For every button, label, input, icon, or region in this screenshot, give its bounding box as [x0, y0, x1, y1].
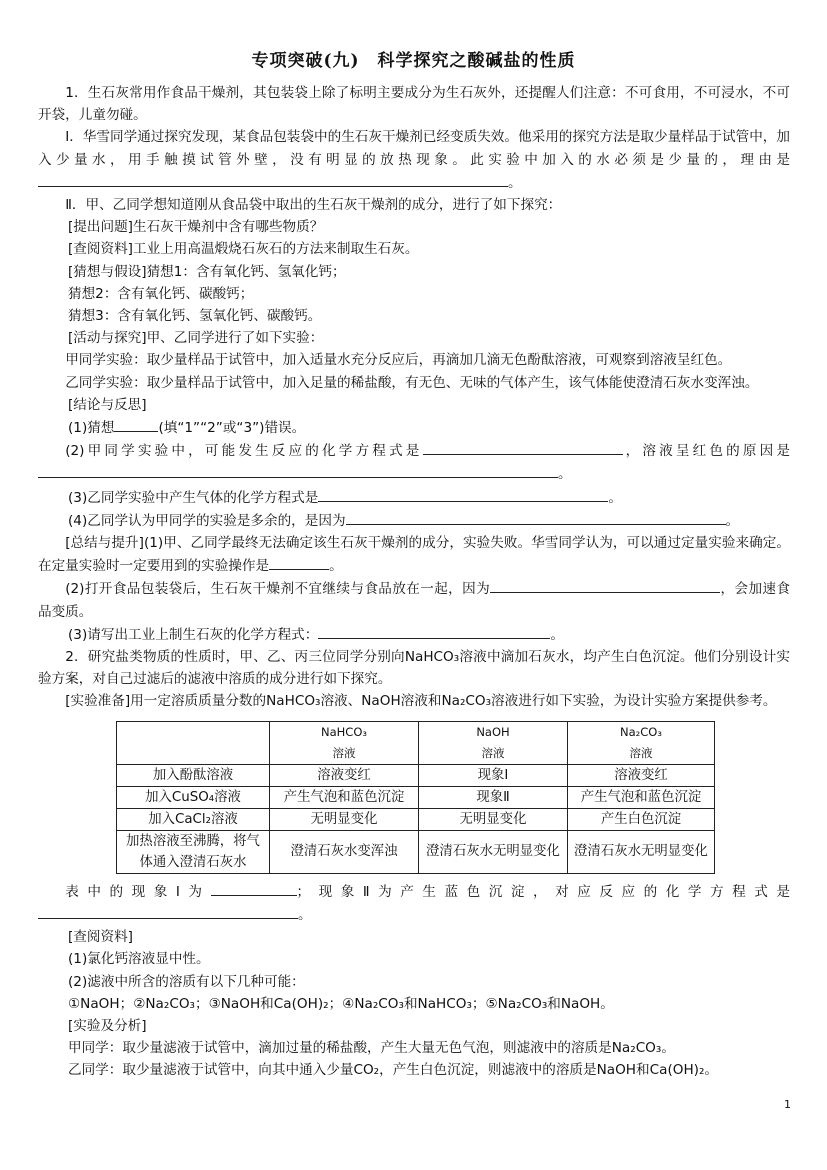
experiment-table — [116, 721, 715, 874]
table-cell: 澄清石灰水变浑浊 — [270, 830, 419, 873]
table-cell: 产生白色沉淀 — [568, 808, 715, 830]
table-cell: 加热溶液至沸腾，将气体通入澄清石灰水 — [117, 830, 270, 873]
q1-c4: (4)乙同学认为甲同学的实验是多余的，是因为 。 — [38, 509, 790, 532]
q2-yi: 乙同学：取少量滤液于试管中，向其中通入少量CO₂，产生白色沉淀，则滤液中的溶质是NaOH和Ca(OH)₂。 — [68, 1062, 719, 1079]
table-cell: 现象Ⅰ — [419, 764, 568, 786]
q2-ref2: (2)滤液中所含的溶质有以下几种可能： — [68, 973, 305, 990]
q2-analysis: [实验及分析] — [68, 1017, 147, 1034]
q1-reference: [查阅资料]工业上用高温煅烧石灰石的方法来制取生石灰。 — [68, 241, 419, 258]
answer-blank[interactable] — [38, 171, 508, 187]
q1-guess2: 猜想2：含有氧化钙、碳酸钙； — [68, 285, 254, 302]
q1-yi: 乙同学实验：取少量样品于试管中，加入足量的稀盐酸，有无色、无味的气体产生，该气体能使澄清石灰水变浑浊。 — [65, 374, 759, 391]
table-row — [117, 830, 715, 873]
q2-ref-head: [查阅资料] — [68, 929, 133, 946]
q1-summary: [总结与提升](1)甲、乙同学最终无法确定该生石灰干燥剂的成分，实验失败。华雪同学认为，可以通过定量实验来确定。在定量实验时一定要用到的实验操作是 。 — [38, 535, 790, 575]
answer-blank[interactable] — [490, 577, 720, 593]
page-number: 1 — [784, 1098, 791, 1111]
answer-blank[interactable] — [114, 416, 158, 432]
table-header-cell: NaHCO₃ 溶液 — [270, 721, 419, 764]
answer-blank[interactable] — [423, 439, 623, 455]
page-title: 专项突破(九) 科学探究之酸碱盐的性质 — [251, 51, 576, 71]
answer-blank[interactable] — [269, 554, 329, 570]
q1-c2: (2)甲同学实验中，可能发生反应的化学方程式是 ，溶液呈红色的原因是。 — [38, 439, 790, 485]
table-cell: 加入CuSO₄溶液 — [117, 786, 270, 808]
table-row — [117, 808, 715, 830]
q1-guess3: 猜想3：含有氧化钙、氢氧化钙、碳酸钙。 — [68, 308, 322, 325]
q1-question: [提出问题]生石灰干燥剂中含有哪些物质？ — [68, 219, 324, 236]
q1-part1: Ⅰ．华雪同学通过探究发现，某食品包装袋中的生石灰干燥剂已经变质失效。他采用的探究方法是取少量样品于试管中，加入少量水，用手触摸试管外壁，没有明显的放热现象。此实验中加入的水必须是少量的，理由是。 — [38, 129, 790, 191]
answer-blank[interactable] — [346, 509, 726, 525]
q1-jia: 甲同学实验：取少量样品于试管中，加入适量水充分反应后，再滴加几滴无色酚酞溶液，可观察到溶液呈红色。 — [65, 352, 732, 369]
table-header-cell — [117, 721, 270, 764]
table-cell: 无明显变化 — [270, 808, 419, 830]
q1-intro: 1．生石灰常用作食品干燥剂，其包装袋上除了标明主要成分为生石灰外，还提醒人们注意：不可食用，不可浸水，不可开袋，儿童勿碰。 — [38, 85, 790, 124]
table-row — [117, 786, 715, 808]
q2-options: ①NaOH；②Na₂CO₃；③NaOH和Ca(OH)₂；④Na₂CO₃和NaHCO₃；⑤Na₂CO₃和NaOH。 — [68, 995, 614, 1012]
q1-guess1: [猜想与假设]猜想1：含有氧化钙、氢氧化钙； — [68, 263, 346, 280]
q2-intro: 2．研究盐类物质的性质时，甲、乙、丙三位同学分别向NaHCO₃溶液中滴加石灰水，均产生白色沉淀。他们分别设计实验方案，对自己过滤后的滤液中溶质的成分进行如下探究。 — [38, 649, 790, 688]
q1-activity: [活动与探究]甲、乙同学进行了如下实验： — [68, 330, 324, 347]
q2-jia: 甲同学：取少量滤液于试管中，滴加过量的稀盐酸，产生大量无色气泡，则滤液中的溶质是Na₂CO₃。 — [68, 1040, 675, 1057]
table-cell: 现象Ⅱ — [419, 786, 568, 808]
q2-prep: [实验准备]用一定溶质质量分数的NaHCO₃溶液、NaOH溶液和Na₂CO₃溶液进行如下实验，为设计实验方案提供参考。 — [65, 693, 777, 710]
table-cell: 澄清石灰水无明显变化 — [419, 830, 568, 873]
table-cell: 产生气泡和蓝色沉淀 — [270, 786, 419, 808]
table-cell: 溶液变红 — [270, 764, 419, 786]
table-cell: 加入CaCl₂溶液 — [117, 808, 270, 830]
table-cell: 产生气泡和蓝色沉淀 — [568, 786, 715, 808]
q1-s3: (3)请写出工业上制生石灰的化学方程式： 。 — [38, 623, 790, 646]
table-cell: 溶液变红 — [568, 764, 715, 786]
answer-blank[interactable] — [318, 623, 550, 639]
table-header-cell: NaOH 溶液 — [419, 721, 568, 764]
q1-c1: (1)猜想 (填“1”“2”或“3”)错误。 — [38, 416, 790, 439]
table-cell: 无明显变化 — [419, 808, 568, 830]
q2-after-table: 表中的现象Ⅰ为 ；现象Ⅱ为产生蓝色沉淀，对应反应的化学方程式是。 — [38, 880, 790, 926]
q1-c3: (3)乙同学实验中产生气体的化学方程式是 。 — [38, 486, 790, 509]
q1-part2: Ⅱ．甲、乙同学想知道刚从食品袋中取出的生石灰干燥剂的成分，进行了如下探究： — [65, 197, 562, 214]
table-header-row — [117, 721, 715, 764]
table-cell: 加入酚酞溶液 — [117, 764, 270, 786]
answer-blank[interactable] — [211, 880, 297, 896]
table-cell: 澄清石灰水无明显变化 — [568, 830, 715, 873]
q1-conclusion: [结论与反思] — [68, 396, 147, 413]
answer-blank[interactable] — [318, 486, 608, 502]
answer-blank[interactable] — [38, 462, 558, 478]
q2-ref1: (1)氯化钙溶液显中性。 — [68, 951, 210, 968]
table-row — [117, 764, 715, 786]
answer-blank[interactable] — [38, 903, 298, 919]
q1-s2: (2)打开食品包装袋后，生石灰干燥剂不宜继续与食品放在一起，因为 ，会加速食品变质。 — [38, 577, 790, 622]
document-body — [38, 82, 790, 1082]
table-header-cell: Na₂CO₃ 溶液 — [568, 721, 715, 764]
